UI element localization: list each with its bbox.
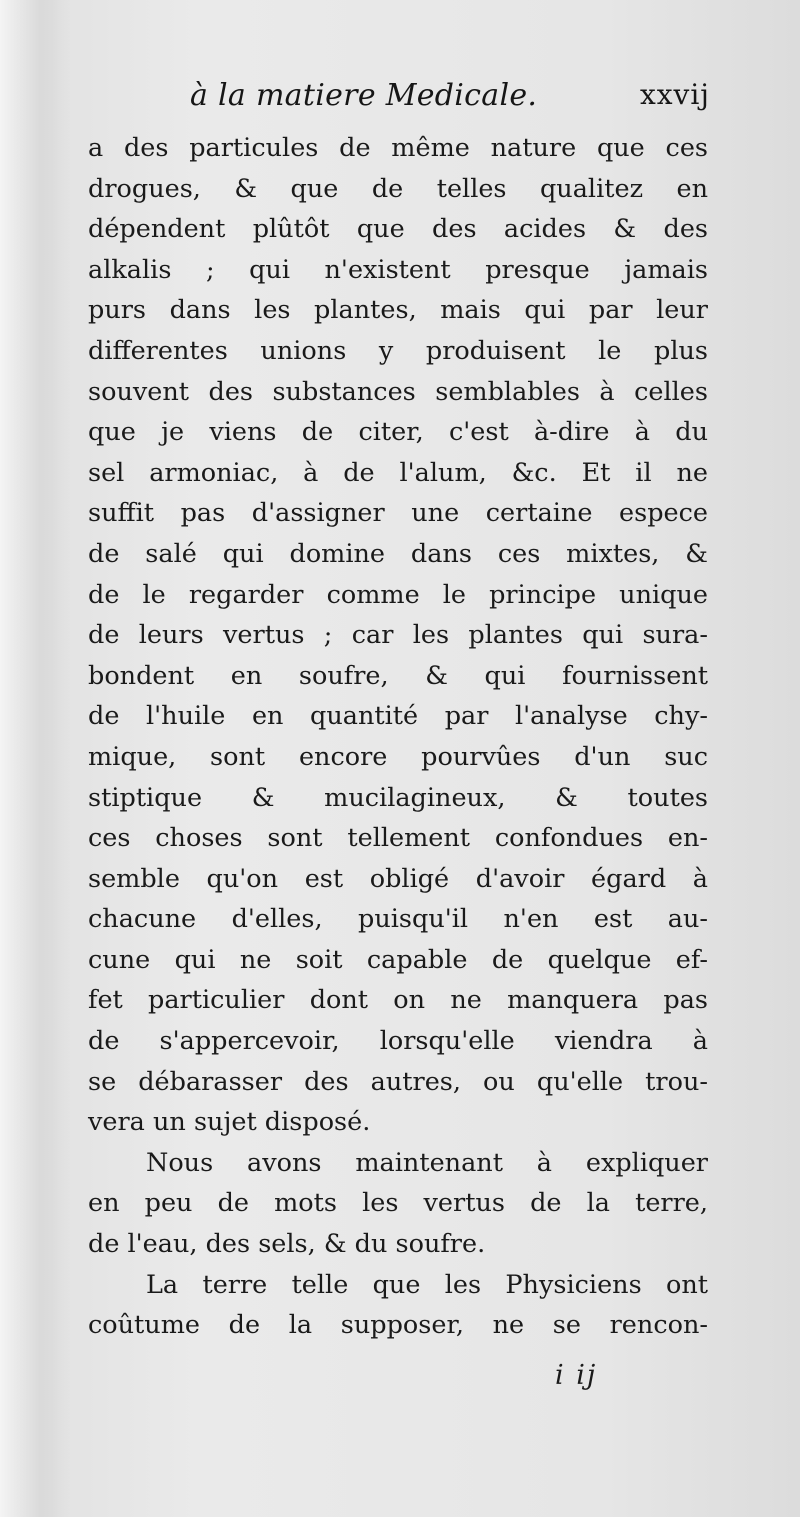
text-line: a des particules de même nature que ces [88,133,708,163]
text-line: bondent en soufre, & qui fournissent [88,660,708,691]
text-line: coûtume de la supposer, ne se rencon- [88,1310,708,1341]
text-line: alkalis ; qui n'existent presque jamais [88,254,708,285]
text-line: de l'huile en quantité par l'analyse chy- [88,701,708,732]
text-line: Nous avons maintenant à expliquer [146,1147,708,1178]
text-line: sel armoniac, à de l'alum, &c. Et il ne [88,457,708,488]
paragraph-1 [88,128,708,1143]
text-line: de le regarder comme le principe unique [88,579,708,610]
paragraph-2 [88,1143,708,1265]
text-line: souvent des substances semblables à celles [88,376,708,407]
text-line: de leurs vertus ; car les plantes qui sura- [88,620,708,651]
text-line: suffit pas d'assigner une certaine espece [88,498,708,529]
text-line: mique, sont encore pourvûes d'un suc [88,741,708,772]
running-title: à la matiere Medicale. [190,78,538,113]
paragraph-3 [88,1265,708,1346]
text-line: stiptique & mucilagineux, & toutes [88,782,708,813]
page-header [190,78,710,118]
text-line: vera un sujet disposé. [88,1107,371,1138]
text-line: de salé qui domine dans ces mixtes, & [88,538,708,569]
text-line: La terre telle que les Physiciens ont [146,1269,708,1300]
text-line: cune qui ne soit capable de quelque ef- [88,944,708,975]
text-line: purs dans les plantes, mais qui par leur [88,295,708,326]
text-line: en peu de mots les vertus de la terre, [88,1188,708,1219]
text-line: dépendent plûtôt que des acides & des [88,214,708,245]
text-line: de s'appercevoir, lorsqu'elle viendra à [88,1026,708,1057]
text-line: de l'eau, des sels, & du soufre. [88,1229,486,1260]
text-line: chacune d'elles, puisqu'il n'en est au- [88,904,708,935]
page-gutter [0,0,70,1517]
text-line: ces choses sont tellement confondues en- [88,823,708,854]
text-line: que je viens de citer, c'est à-dire à du [88,417,708,448]
text-line: fet particulier dont on ne manquera pas [88,985,708,1016]
text-line: differentes unions y produisent le plus [88,335,708,366]
signature-mark: i ij [555,1360,598,1391]
body-text [88,128,708,1346]
text-line: se débarasser des autres, ou qu'elle trou- [88,1066,708,1097]
text-line: semble qu'on est obligé d'avoir égard à [88,863,708,894]
text-line: drogues, & que de telles qualitez en [88,173,708,204]
page-number: xxvij [639,78,710,111]
